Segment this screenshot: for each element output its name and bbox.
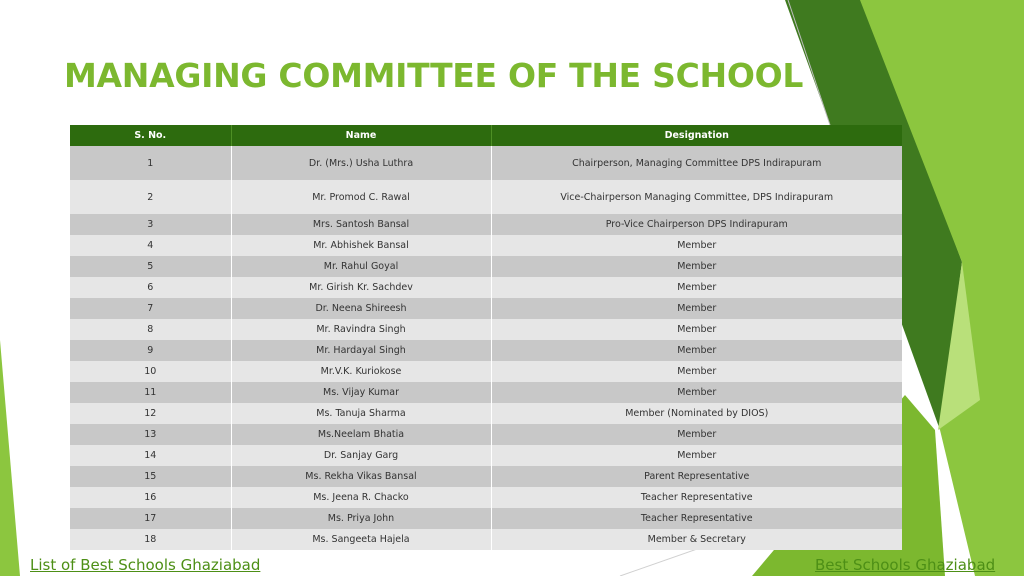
table-row — [70, 424, 902, 445]
footer-link-list-best-schools[interactable]: List of Best Schools Ghaziabad — [30, 556, 261, 574]
table-row — [70, 508, 902, 529]
committee-table — [70, 125, 902, 550]
cell-designation: Teacher Representative — [640, 513, 753, 524]
cell-name: Mr.V.K. Kuriokose — [231, 361, 491, 382]
cell-sno: 5 — [70, 256, 231, 277]
cell-sno: 12 — [70, 403, 231, 424]
green-shape-left — [0, 340, 20, 576]
cell-sno: 1 — [70, 146, 231, 180]
column-header-name: Name — [231, 125, 491, 146]
cell-designation: Member — [677, 282, 717, 293]
table-row — [70, 340, 902, 361]
cell-designation: Member — [677, 450, 717, 461]
cell-sno: 17 — [70, 508, 231, 529]
cell-sno: 2 — [70, 180, 231, 214]
table-row — [70, 466, 902, 487]
table-header-row — [70, 125, 902, 146]
cell-name: Ms. Priya John — [231, 508, 491, 529]
cell-name: Mrs. Santosh Bansal — [231, 214, 491, 235]
cell-designation: Member (Nominated by DIOS) — [625, 408, 769, 419]
cell-sno: 15 — [70, 466, 231, 487]
cell-name: Dr. Sanjay Garg — [231, 445, 491, 466]
cell-sno: 16 — [70, 487, 231, 508]
table-row — [70, 445, 902, 466]
table-row — [70, 319, 902, 340]
column-header-designation: Designation — [491, 125, 902, 146]
cell-name: Mr. Ravindra Singh — [231, 319, 491, 340]
cell-name: Mr. Promod C. Rawal — [231, 180, 491, 214]
table-row — [70, 361, 902, 382]
table-row — [70, 256, 902, 277]
cell-designation: Member & Secretary — [647, 534, 746, 545]
cell-sno: 13 — [70, 424, 231, 445]
cell-designation: Teacher Representative — [640, 492, 753, 503]
page-title: MANAGING COMMITTEE OF THE SCHOOL — [64, 56, 804, 95]
cell-designation: Chairperson, Managing Committee DPS Indirapuram — [572, 157, 822, 169]
cell-designation: Pro-Vice Chairperson DPS Indirapuram — [605, 219, 788, 230]
cell-designation: Parent Representative — [644, 471, 750, 482]
cell-designation: Vice-Chairperson Managing Committee, DPS Indirapuram — [560, 191, 834, 203]
table-row — [70, 277, 902, 298]
cell-name: Ms. Jeena R. Chacko — [231, 487, 491, 508]
cell-name: Mr. Abhishek Bansal — [231, 235, 491, 256]
cell-name: Ms. Tanuja Sharma — [231, 403, 491, 424]
cell-name: Ms.Neelam Bhatia — [231, 424, 491, 445]
cell-designation: Member — [677, 429, 717, 440]
cell-sno: 14 — [70, 445, 231, 466]
table-row — [70, 529, 902, 550]
table-row — [70, 214, 902, 235]
cell-name: Mr. Rahul Goyal — [231, 256, 491, 277]
cell-name: Ms. Vijay Kumar — [231, 382, 491, 403]
cell-designation: Member — [677, 324, 717, 335]
table-row — [70, 487, 902, 508]
cell-name: Mr. Girish Kr. Sachdev — [231, 277, 491, 298]
cell-sno: 9 — [70, 340, 231, 361]
cell-designation: Member — [677, 261, 717, 272]
table-row — [70, 146, 902, 180]
table-row — [70, 382, 902, 403]
table-row — [70, 298, 902, 319]
cell-name: Dr. (Mrs.) Usha Luthra — [231, 146, 491, 180]
cell-sno: 3 — [70, 214, 231, 235]
cell-sno: 6 — [70, 277, 231, 298]
cell-name: Mr. Hardayal Singh — [231, 340, 491, 361]
cell-name: Dr. Neena Shireesh — [231, 298, 491, 319]
cell-name: Ms. Sangeeta Hajela — [231, 529, 491, 550]
table-row — [70, 403, 902, 424]
column-header-sno: S. No. — [70, 125, 231, 146]
table-row — [70, 235, 902, 256]
cell-designation: Member — [677, 345, 717, 356]
cell-name: Ms. Rekha Vikas Bansal — [231, 466, 491, 487]
cell-sno: 11 — [70, 382, 231, 403]
cell-designation: Member — [677, 366, 717, 377]
cell-designation: Member — [677, 303, 717, 314]
cell-sno: 18 — [70, 529, 231, 550]
cell-designation: Member — [677, 240, 717, 251]
cell-designation: Member — [677, 387, 717, 398]
cell-sno: 8 — [70, 319, 231, 340]
table-row — [70, 180, 902, 214]
cell-sno: 7 — [70, 298, 231, 319]
cell-sno: 10 — [70, 361, 231, 382]
cell-sno: 4 — [70, 235, 231, 256]
footer-link-best-schools[interactable]: Best Schools Ghaziabad — [815, 556, 996, 574]
